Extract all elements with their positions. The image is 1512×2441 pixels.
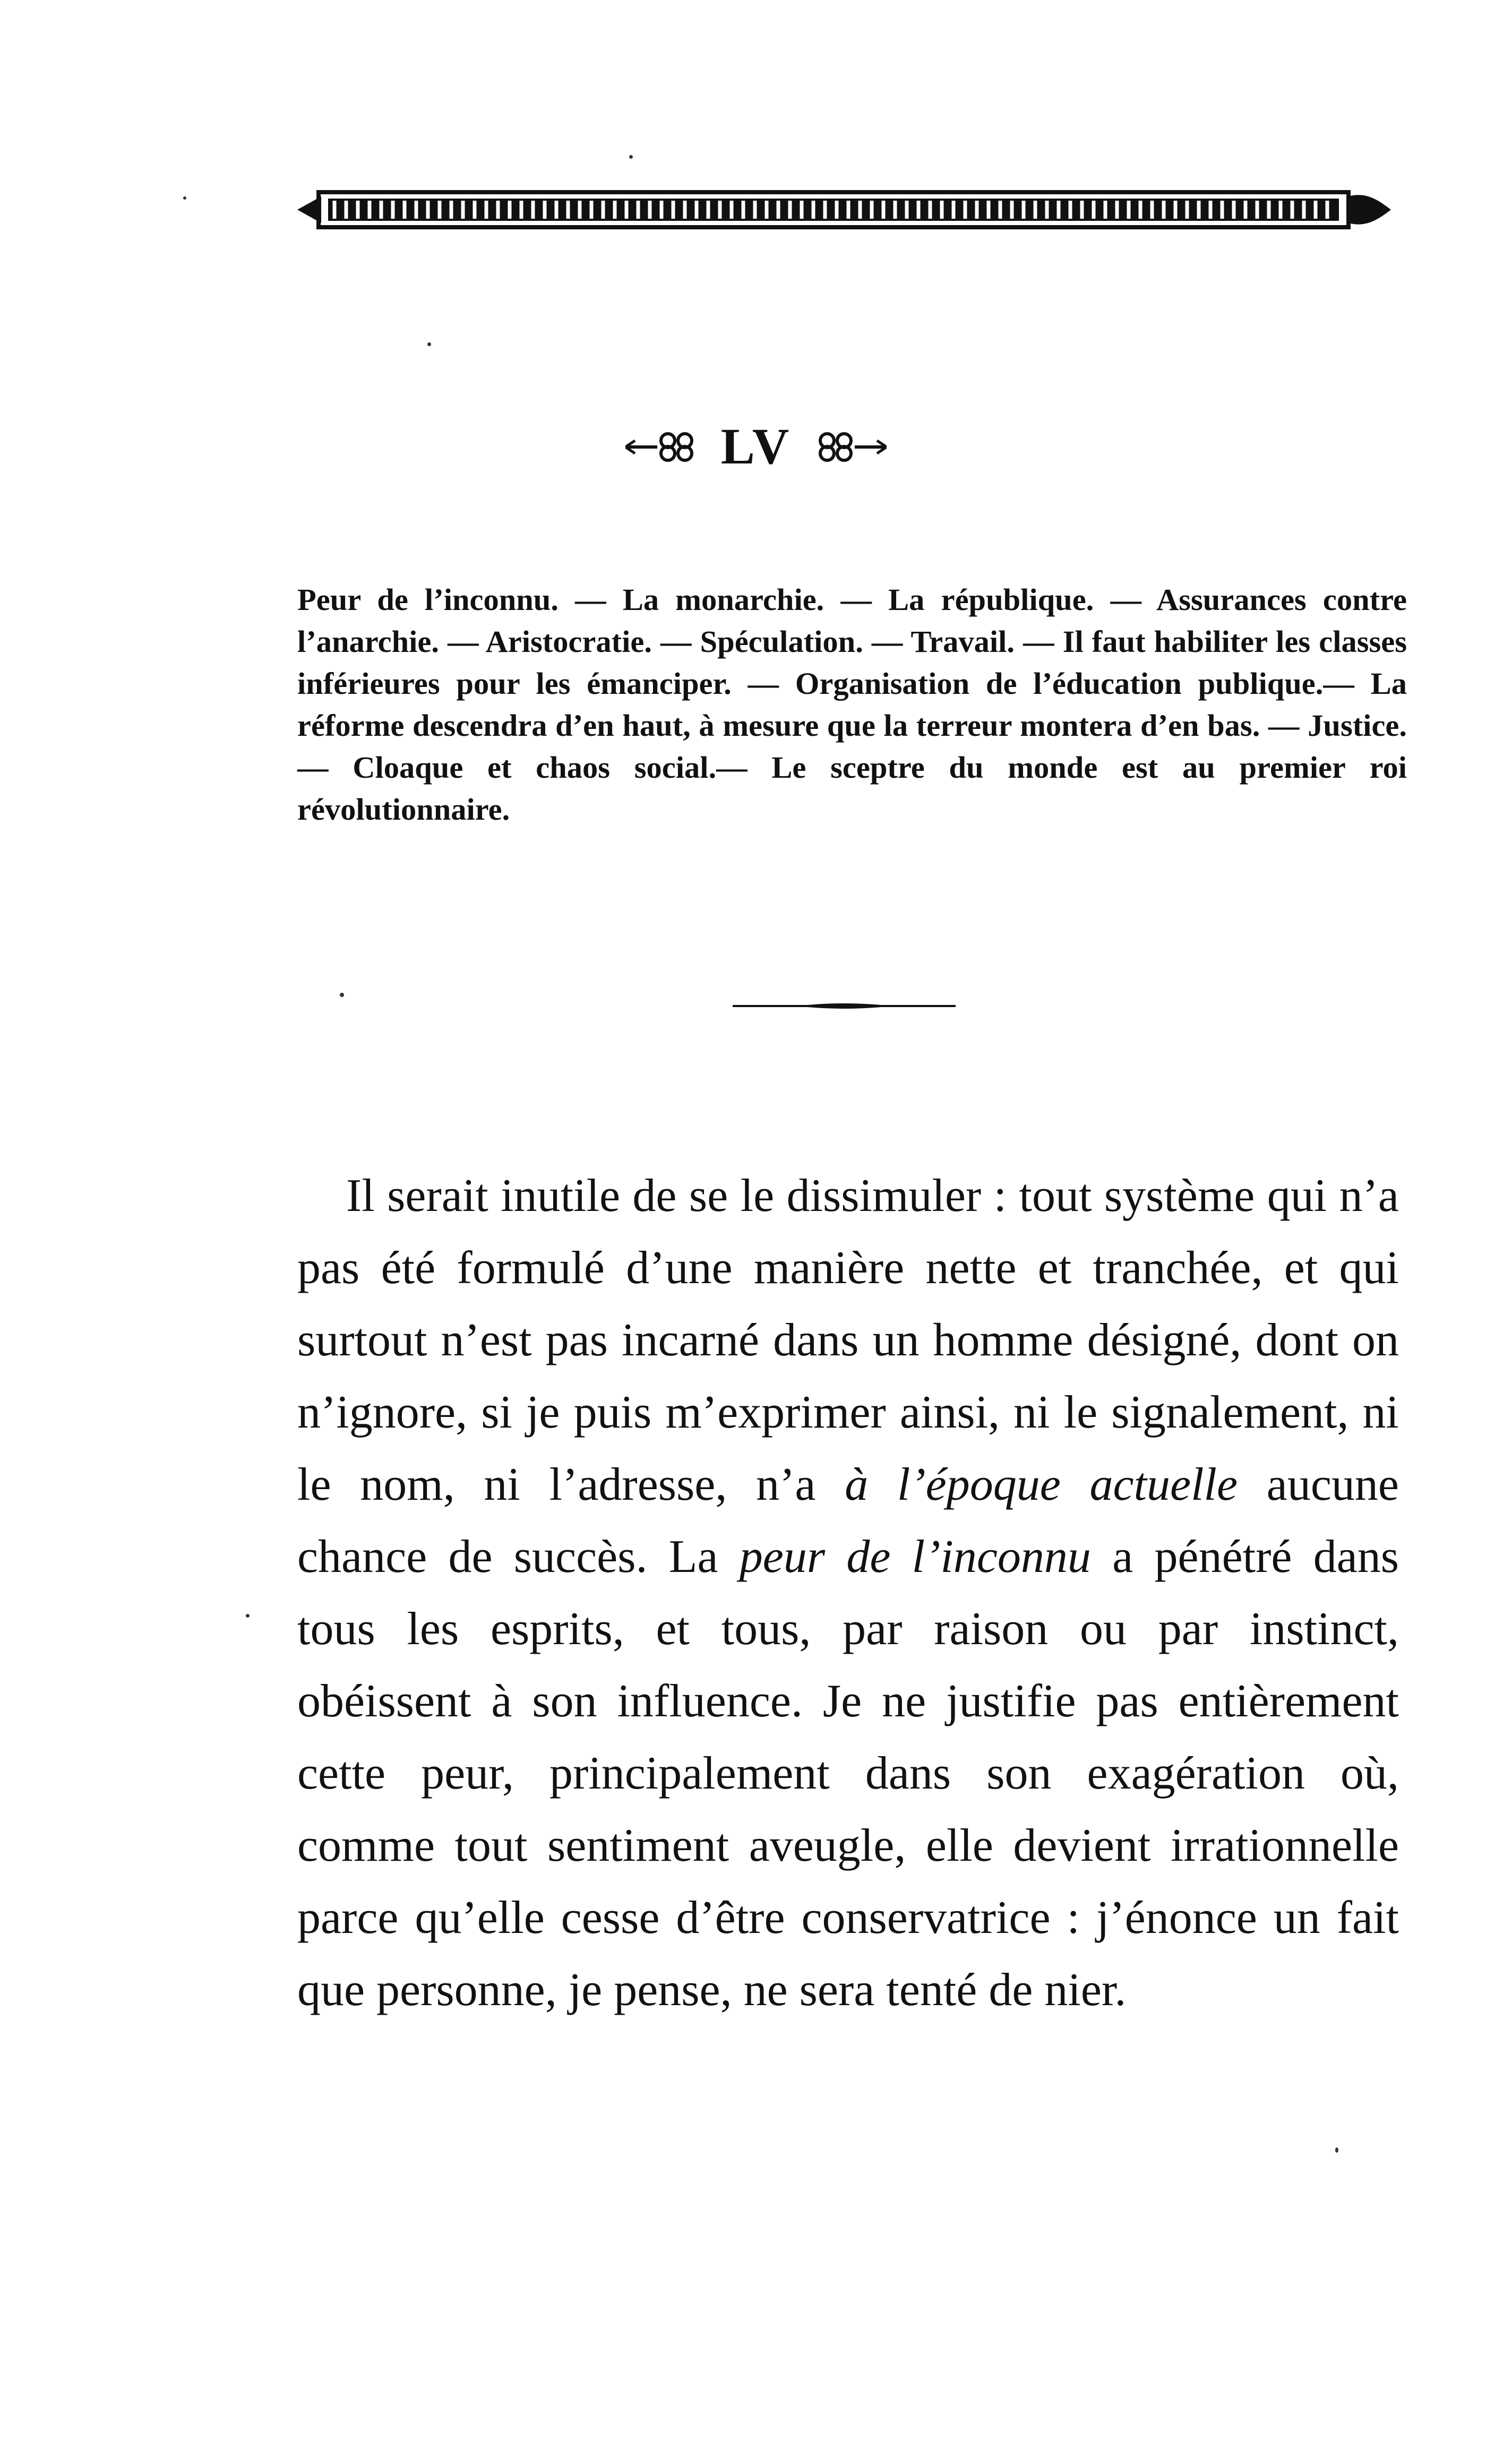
scan-speck <box>427 342 431 346</box>
scan-speck <box>1335 2147 1338 2153</box>
scan-speck <box>183 196 186 200</box>
body-text-1: Il serait inutile de se le dissimuler : tout système qui n’a pas été formulé d’une manière nette et tranchée, et qui surtout n’est pas incarné dans un homme désigné, dont on n’ignore, si je puis m’exprimer ainsi, ni le signalement, ni le nom, ni l’adresse, n’a <box>297 1170 1399 1510</box>
body-paragraph <box>297 1160 1399 2026</box>
top-ornament <box>297 181 1391 239</box>
body-italic-2: peur de l’inconnu <box>739 1531 1091 1583</box>
body-italic-1: à l’époque actuelle <box>845 1459 1238 1510</box>
left-flourish-icon <box>625 430 705 462</box>
scan-speck <box>629 155 633 159</box>
chapter-summary: Peur de l’inconnu. — La monarchie. — La république. — Assurances contre l’anarchie. — Aristocratie. — Spéculation. — Travail. — Il faut habiliter les classes inférieures pour les émanciper. — Organisation de l’éducation publique.— La réforme descendra d’en haut, à mesure que la terreur montera d’en bas. — Justice. — Cloaque et chaos social.— Le sceptre du monde est au premier roi révolutionnaire. <box>297 582 1407 827</box>
right-flourish-icon <box>807 430 887 462</box>
body-text-2: aucune chance de succès. La <box>297 1459 1399 1583</box>
chapter-number: LV <box>720 417 792 475</box>
scan-speck <box>340 993 344 997</box>
body-text-3: a pénétré dans tous les esprits, et tous, par raison ou par instinct, obéissent à son influence. Je ne justifie pas entièrement cette peur, principalement dans son exagération où, comme tout sentiment aveugle, elle devient irrationnelle parce qu’elle cesse d’être conservatrice : j’énonce un fait que personne, je pense, ne sera tenté de nier. <box>297 1531 1399 2016</box>
section-divider <box>733 1001 956 1011</box>
scan-speck <box>246 1614 250 1618</box>
chapter-heading <box>0 414 1512 478</box>
